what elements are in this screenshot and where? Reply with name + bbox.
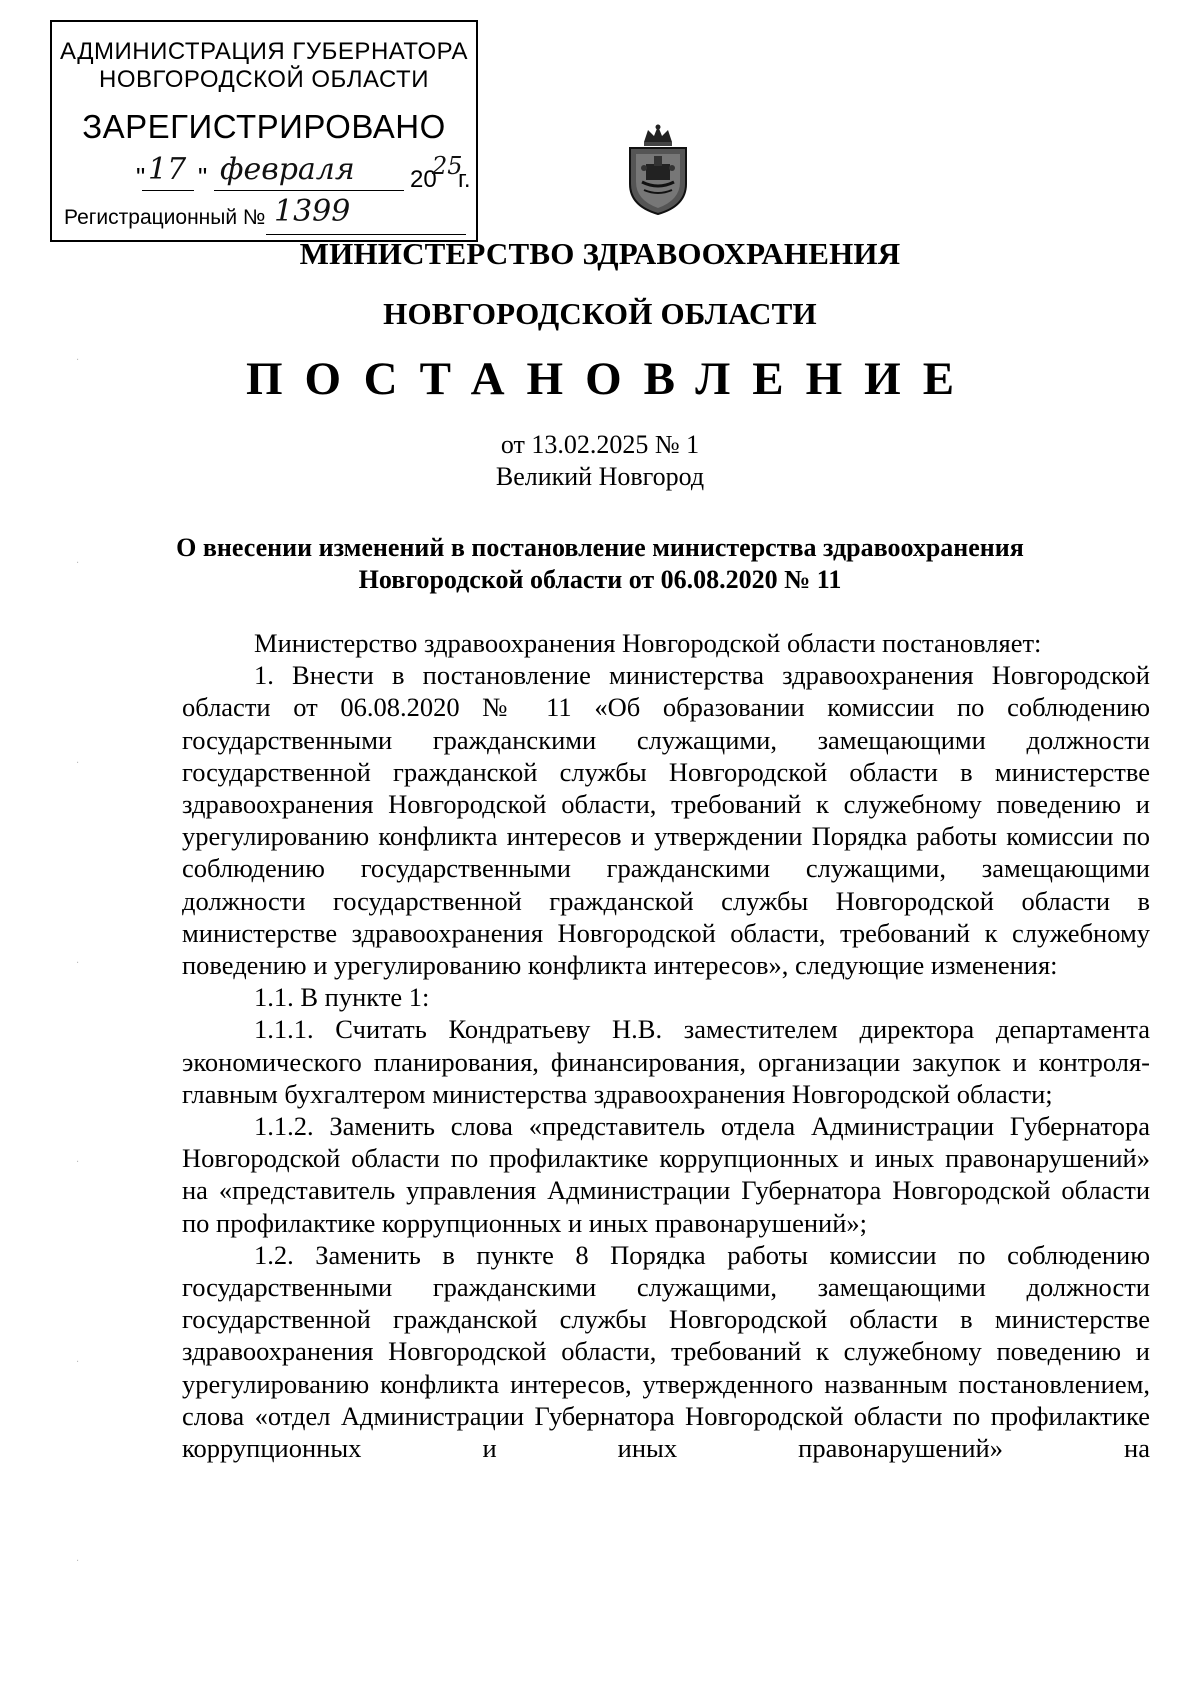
- subject-line1: О внесении изменений в постановление министерства здравоохранения: [176, 533, 1024, 562]
- subject-line2: Новгородской области от 06.08.2020 № 11: [358, 565, 842, 594]
- stamp-open-quote: ": [136, 162, 146, 192]
- body-paragraph-1-1-1: 1.1.1. Считать Кондратьеву Н.В. заместителем директора департамента экономического планирования, финансирования, организации закупок и контроля-главным бухгалтером министерства здравоохранения Новгородской области;: [182, 1014, 1150, 1109]
- stamp-org-line2: НОВГОРОДСКОЙ ОБЛАСТИ: [99, 66, 429, 93]
- body-paragraph-1: 1. Внести в постановление министерства здравоохранения Новгородской области от 06.08.2020 № 11 «Об образовании комиссии по соблюдению государственными гражданскими служащими, замещающими должности государственной гражданской службы Новгородской области в министерстве здравоохранения Новгородской области, требований к служебному поведению и урегулированию конфликта интересов и утверждении Порядка работы комиссии по соблюдению государственными гражданскими служащими, замещающими должности государственной гражданской службы Новгородской области в министерстве здравоохранения Новгородской области, требований к служебному поведению и урегулированию конфликта интересов», следующие изменения:: [182, 660, 1150, 981]
- stamp-registered-label: ЗАРЕГИСТРИРОВАНО: [82, 108, 446, 145]
- stamp-month: февраля: [220, 152, 355, 187]
- body-paragraph-1-2: 1.2. Заменить в пункте 8 Порядка работы комиссии по соблюдению государственными гражданскими служащими, замещающими должности государственной гражданской службы Новгородской области в министерстве здравоохранения Новгородской области, требований к служебному поведению и урегулированию конфликта интересов, утвержденного названным постановлением, слова «отдел Администрации Губернатора Новгородской области по профилактике коррупционных и иных правонарушений» на: [182, 1239, 1150, 1464]
- body-preamble: Министерство здравоохранения Новгородской области постановляет:: [254, 628, 1042, 658]
- scan-mark: ·: [76, 1556, 80, 1567]
- document-type-title: ПОСТАНОВЛЕНИЕ: [245, 353, 977, 405]
- stamp-year-prefix: 20: [410, 166, 437, 193]
- stamp-number-line: [266, 234, 466, 235]
- registration-stamp: [50, 20, 478, 242]
- coat-of-arms-icon: [622, 124, 694, 216]
- stamp-year-suffix: 25: [432, 152, 463, 180]
- scan-mark: ·: [76, 1157, 80, 1168]
- body-paragraph-1-1-2: 1.1.2. Заменить слова «представитель отдела Администрации Губернатора Новгородской области по профилактике коррупционных и иных правонарушений» на «представитель управления Администрации Губернатора Новгородской области по профилактике коррупционных и иных правонарушений»;: [182, 1111, 1150, 1238]
- document-date-number: от 13.02.2025 № 1: [500, 430, 700, 459]
- ministry-title-line2: НОВГОРОДСКОЙ ОБЛАСТИ: [383, 296, 817, 331]
- ministry-title-line1: МИНИСТЕРСТВО ЗДРАВООХРАНЕНИЯ: [299, 236, 901, 271]
- document-body: [182, 627, 1150, 1464]
- scan-mark: ·: [76, 758, 80, 769]
- stamp-number: 1399: [274, 194, 351, 229]
- stamp-date: [80, 152, 470, 196]
- stamp-close-quote: ": [198, 162, 208, 192]
- scan-mark: ·: [76, 355, 80, 366]
- scan-mark: ·: [76, 958, 80, 969]
- body-paragraph-1-1: 1.1. В пункте 1:: [254, 982, 430, 1013]
- scan-mark: ·: [76, 1357, 80, 1368]
- stamp-number-label: Регистрационный №: [64, 206, 266, 229]
- document-city: Великий Новгород: [495, 462, 705, 491]
- stamp-org-line1: АДМИНИСТРАЦИЯ ГУБЕРНАТОРА: [59, 38, 469, 65]
- stamp-number-row: [64, 194, 351, 230]
- stamp-month-line: [214, 190, 404, 191]
- stamp-day-line: [142, 190, 194, 191]
- stamp-day: 17: [148, 152, 187, 187]
- stamp-year-mark: г.: [458, 166, 471, 193]
- scan-mark: ·: [76, 558, 80, 569]
